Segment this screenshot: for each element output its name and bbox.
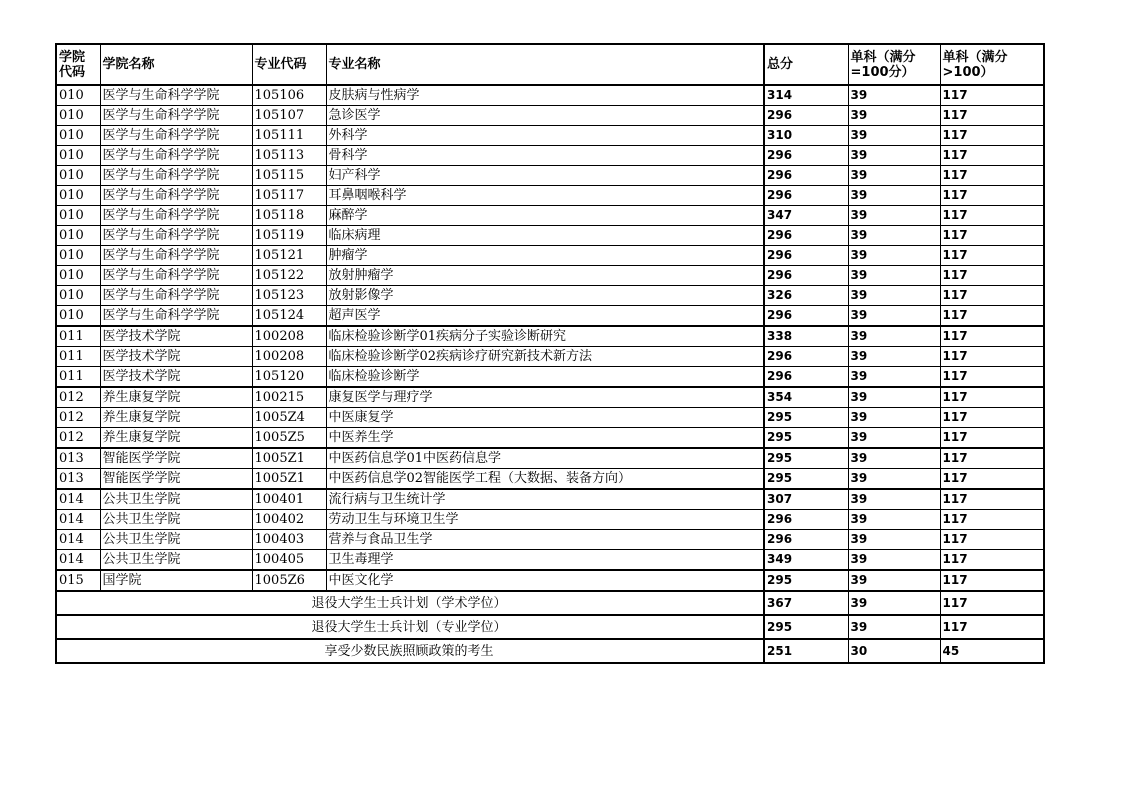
cell-college-code: 011 bbox=[56, 326, 100, 347]
cell-single-100: 39 bbox=[848, 510, 940, 530]
cell-single-100: 39 bbox=[848, 306, 940, 327]
cell-college-name: 公共卫生学院 bbox=[100, 530, 252, 550]
cell-college-name: 养生康复学院 bbox=[100, 428, 252, 449]
cell-total: 296 bbox=[764, 146, 848, 166]
cell-college-name: 医学与生命科学学院 bbox=[100, 85, 252, 106]
cell-college-code: 012 bbox=[56, 387, 100, 408]
cell-single-100: 39 bbox=[848, 286, 940, 306]
cell-single-over100: 117 bbox=[940, 570, 1044, 591]
cell-total: 295 bbox=[764, 570, 848, 591]
cell-total: 349 bbox=[764, 550, 848, 571]
cell-single-100: 39 bbox=[848, 408, 940, 428]
cell-single-100: 39 bbox=[848, 530, 940, 550]
table-row bbox=[56, 347, 1044, 367]
cell-single-100: 39 bbox=[848, 326, 940, 347]
cell-college-code: 010 bbox=[56, 246, 100, 266]
special-row-label: 退役大学生士兵计划（学术学位） bbox=[56, 591, 764, 615]
cell-major-code: 105117 bbox=[252, 186, 326, 206]
table-row bbox=[56, 266, 1044, 286]
cell-college-name: 医学与生命科学学院 bbox=[100, 246, 252, 266]
cell-total: 296 bbox=[764, 106, 848, 126]
cell-total: 338 bbox=[764, 326, 848, 347]
cell-major-code: 100403 bbox=[252, 530, 326, 550]
cell-major-name: 中医康复学 bbox=[326, 408, 764, 428]
cell-single-over100: 117 bbox=[940, 206, 1044, 226]
cell-college-code: 014 bbox=[56, 550, 100, 571]
cell-college-name: 医学与生命科学学院 bbox=[100, 146, 252, 166]
cell-total: 367 bbox=[764, 591, 848, 615]
cell-major-code: 105123 bbox=[252, 286, 326, 306]
cell-college-name: 公共卫生学院 bbox=[100, 510, 252, 530]
cell-single-100: 39 bbox=[848, 85, 940, 106]
cell-total: 296 bbox=[764, 530, 848, 550]
header-total: 总分 bbox=[764, 44, 848, 85]
cell-college-name: 医学与生命科学学院 bbox=[100, 266, 252, 286]
cell-college-name: 医学与生命科学学院 bbox=[100, 206, 252, 226]
cell-major-code: 1005Z1 bbox=[252, 448, 326, 469]
cell-major-name: 皮肤病与性病学 bbox=[326, 85, 764, 106]
cell-total: 310 bbox=[764, 126, 848, 146]
table-body bbox=[56, 85, 1044, 663]
cell-college-code: 010 bbox=[56, 286, 100, 306]
cell-single-100: 39 bbox=[848, 347, 940, 367]
cell-single-over100: 117 bbox=[940, 591, 1044, 615]
cell-major-code: 1005Z5 bbox=[252, 428, 326, 449]
cell-major-code: 100402 bbox=[252, 510, 326, 530]
cell-college-name: 智能医学学院 bbox=[100, 469, 252, 490]
cell-single-100: 39 bbox=[848, 591, 940, 615]
table-row bbox=[56, 186, 1044, 206]
header-college-name: 学院名称 bbox=[100, 44, 252, 85]
table-row bbox=[56, 489, 1044, 510]
cell-major-code: 100208 bbox=[252, 326, 326, 347]
cell-major-name: 中医文化学 bbox=[326, 570, 764, 591]
cell-total: 347 bbox=[764, 206, 848, 226]
table-row bbox=[56, 428, 1044, 449]
cell-single-over100: 117 bbox=[940, 367, 1044, 388]
cell-single-100: 39 bbox=[848, 428, 940, 449]
cell-single-over100: 117 bbox=[940, 306, 1044, 327]
cell-single-over100: 117 bbox=[940, 146, 1044, 166]
cell-college-name: 医学与生命科学学院 bbox=[100, 106, 252, 126]
table-row bbox=[56, 146, 1044, 166]
cell-college-code: 013 bbox=[56, 448, 100, 469]
cell-single-over100: 117 bbox=[940, 246, 1044, 266]
cell-major-code: 105119 bbox=[252, 226, 326, 246]
cell-major-code: 100401 bbox=[252, 489, 326, 510]
cell-major-name: 超声医学 bbox=[326, 306, 764, 327]
cell-major-code: 105111 bbox=[252, 126, 326, 146]
cell-major-code: 1005Z4 bbox=[252, 408, 326, 428]
cell-major-code: 100405 bbox=[252, 550, 326, 571]
cell-major-code: 105122 bbox=[252, 266, 326, 286]
cell-major-name: 临床病理 bbox=[326, 226, 764, 246]
cell-single-100: 39 bbox=[848, 146, 940, 166]
cell-single-over100: 117 bbox=[940, 126, 1044, 146]
cell-single-over100: 117 bbox=[940, 530, 1044, 550]
cell-major-name: 卫生毒理学 bbox=[326, 550, 764, 571]
special-row bbox=[56, 639, 1044, 663]
cell-major-code: 105113 bbox=[252, 146, 326, 166]
cell-major-name: 营养与食品卫生学 bbox=[326, 530, 764, 550]
cell-total: 251 bbox=[764, 639, 848, 663]
cell-college-code: 010 bbox=[56, 306, 100, 327]
cell-single-over100: 117 bbox=[940, 428, 1044, 449]
header-single-100: 单科（满分=100分） bbox=[848, 44, 940, 85]
header-single-over100: 单科（满分>100） bbox=[940, 44, 1044, 85]
cell-single-over100: 117 bbox=[940, 266, 1044, 286]
cell-single-100: 39 bbox=[848, 615, 940, 639]
cell-major-code: 105124 bbox=[252, 306, 326, 327]
cell-college-name: 医学与生命科学学院 bbox=[100, 126, 252, 146]
cell-total: 296 bbox=[764, 166, 848, 186]
cell-single-over100: 117 bbox=[940, 326, 1044, 347]
cell-college-code: 010 bbox=[56, 186, 100, 206]
cell-major-name: 放射肿瘤学 bbox=[326, 266, 764, 286]
cell-major-name: 康复医学与理疗学 bbox=[326, 387, 764, 408]
cell-major-code: 105107 bbox=[252, 106, 326, 126]
cell-single-100: 39 bbox=[848, 186, 940, 206]
cell-major-code: 105118 bbox=[252, 206, 326, 226]
table-row bbox=[56, 367, 1044, 388]
cell-total: 295 bbox=[764, 408, 848, 428]
cell-college-name: 医学技术学院 bbox=[100, 367, 252, 388]
special-row-label: 退役大学生士兵计划（专业学位） bbox=[56, 615, 764, 639]
cell-single-100: 39 bbox=[848, 570, 940, 591]
cell-major-name: 劳动卫生与环境卫生学 bbox=[326, 510, 764, 530]
cell-single-over100: 117 bbox=[940, 408, 1044, 428]
cell-major-code: 105115 bbox=[252, 166, 326, 186]
cell-total: 326 bbox=[764, 286, 848, 306]
table-row bbox=[56, 550, 1044, 571]
header-row bbox=[56, 44, 1044, 85]
cell-total: 295 bbox=[764, 448, 848, 469]
cell-major-name: 流行病与卫生统计学 bbox=[326, 489, 764, 510]
cell-college-name: 公共卫生学院 bbox=[100, 550, 252, 571]
cell-college-name: 国学院 bbox=[100, 570, 252, 591]
cell-total: 295 bbox=[764, 469, 848, 490]
cell-college-name: 养生康复学院 bbox=[100, 408, 252, 428]
table-row bbox=[56, 106, 1044, 126]
score-table bbox=[55, 43, 1045, 664]
cell-college-code: 015 bbox=[56, 570, 100, 591]
cell-single-100: 39 bbox=[848, 266, 940, 286]
cell-total: 296 bbox=[764, 510, 848, 530]
cell-total: 354 bbox=[764, 387, 848, 408]
header-college-code: 学院代码 bbox=[56, 44, 100, 85]
cell-college-code: 012 bbox=[56, 428, 100, 449]
cell-total: 296 bbox=[764, 347, 848, 367]
cell-major-name: 耳鼻咽喉科学 bbox=[326, 186, 764, 206]
cell-single-over100: 117 bbox=[940, 489, 1044, 510]
cell-single-100: 39 bbox=[848, 226, 940, 246]
cell-major-code: 105106 bbox=[252, 85, 326, 106]
cell-college-name: 医学与生命科学学院 bbox=[100, 166, 252, 186]
cell-single-over100: 117 bbox=[940, 186, 1044, 206]
cell-major-name: 麻醉学 bbox=[326, 206, 764, 226]
cell-college-name: 医学与生命科学学院 bbox=[100, 286, 252, 306]
table-row bbox=[56, 286, 1044, 306]
cell-college-code: 012 bbox=[56, 408, 100, 428]
cell-college-code: 010 bbox=[56, 85, 100, 106]
cell-single-over100: 117 bbox=[940, 615, 1044, 639]
cell-total: 296 bbox=[764, 266, 848, 286]
cell-single-over100: 45 bbox=[940, 639, 1044, 663]
cell-total: 295 bbox=[764, 428, 848, 449]
cell-total: 295 bbox=[764, 615, 848, 639]
cell-college-name: 医学与生命科学学院 bbox=[100, 186, 252, 206]
cell-single-100: 39 bbox=[848, 489, 940, 510]
cell-single-over100: 117 bbox=[940, 226, 1044, 246]
cell-total: 314 bbox=[764, 85, 848, 106]
header-major-code: 专业代码 bbox=[252, 44, 326, 85]
cell-major-code: 100215 bbox=[252, 387, 326, 408]
cell-major-name: 外科学 bbox=[326, 126, 764, 146]
cell-college-code: 010 bbox=[56, 106, 100, 126]
cell-college-code: 010 bbox=[56, 126, 100, 146]
cell-total: 307 bbox=[764, 489, 848, 510]
cell-single-100: 39 bbox=[848, 448, 940, 469]
cell-single-over100: 117 bbox=[940, 448, 1044, 469]
header-major-name: 专业名称 bbox=[326, 44, 764, 85]
table-row bbox=[56, 206, 1044, 226]
table-row bbox=[56, 126, 1044, 146]
cell-college-code: 010 bbox=[56, 226, 100, 246]
cell-college-code: 010 bbox=[56, 146, 100, 166]
cell-major-code: 1005Z6 bbox=[252, 570, 326, 591]
special-row-label: 享受少数民族照顾政策的考生 bbox=[56, 639, 764, 663]
cell-major-code: 1005Z1 bbox=[252, 469, 326, 490]
cell-major-code: 105120 bbox=[252, 367, 326, 388]
cell-total: 296 bbox=[764, 306, 848, 327]
cell-major-name: 放射影像学 bbox=[326, 286, 764, 306]
cell-single-100: 39 bbox=[848, 166, 940, 186]
cell-major-name: 妇产科学 bbox=[326, 166, 764, 186]
cell-major-name: 临床检验诊断学01疾病分子实验诊断研究 bbox=[326, 326, 764, 347]
table-row bbox=[56, 166, 1044, 186]
cell-major-name: 骨科学 bbox=[326, 146, 764, 166]
cell-major-name: 中医药信息学01中医药信息学 bbox=[326, 448, 764, 469]
cell-major-name: 急诊医学 bbox=[326, 106, 764, 126]
cell-major-name: 中医养生学 bbox=[326, 428, 764, 449]
cell-single-100: 39 bbox=[848, 206, 940, 226]
cell-major-name: 肿瘤学 bbox=[326, 246, 764, 266]
cell-college-code: 013 bbox=[56, 469, 100, 490]
cell-major-code: 105121 bbox=[252, 246, 326, 266]
table-row bbox=[56, 448, 1044, 469]
special-row bbox=[56, 591, 1044, 615]
table-row bbox=[56, 246, 1044, 266]
cell-total: 296 bbox=[764, 367, 848, 388]
cell-college-code: 014 bbox=[56, 489, 100, 510]
cell-college-code: 010 bbox=[56, 206, 100, 226]
cell-college-code: 010 bbox=[56, 166, 100, 186]
cell-total: 296 bbox=[764, 226, 848, 246]
cell-major-name: 中医药信息学02智能医学工程（大数据、装备方向） bbox=[326, 469, 764, 490]
cell-college-name: 智能医学学院 bbox=[100, 448, 252, 469]
cell-college-name: 医学技术学院 bbox=[100, 347, 252, 367]
cell-single-100: 39 bbox=[848, 469, 940, 490]
cell-single-100: 39 bbox=[848, 387, 940, 408]
cell-college-code: 011 bbox=[56, 367, 100, 388]
cell-single-over100: 117 bbox=[940, 106, 1044, 126]
cell-college-code: 014 bbox=[56, 530, 100, 550]
special-row bbox=[56, 615, 1044, 639]
cell-single-100: 39 bbox=[848, 550, 940, 571]
table-row bbox=[56, 510, 1044, 530]
cell-major-name: 临床检验诊断学02疾病诊疗研究新技术新方法 bbox=[326, 347, 764, 367]
cell-college-name: 养生康复学院 bbox=[100, 387, 252, 408]
cell-single-over100: 117 bbox=[940, 550, 1044, 571]
cell-major-name: 临床检验诊断学 bbox=[326, 367, 764, 388]
table-row bbox=[56, 326, 1044, 347]
cell-college-name: 医学与生命科学学院 bbox=[100, 226, 252, 246]
cell-single-100: 39 bbox=[848, 126, 940, 146]
cell-single-over100: 117 bbox=[940, 469, 1044, 490]
table-row bbox=[56, 408, 1044, 428]
cell-single-over100: 117 bbox=[940, 347, 1044, 367]
cell-total: 296 bbox=[764, 186, 848, 206]
cell-single-100: 30 bbox=[848, 639, 940, 663]
cell-college-name: 医学技术学院 bbox=[100, 326, 252, 347]
table-row bbox=[56, 570, 1044, 591]
cell-college-name: 医学与生命科学学院 bbox=[100, 306, 252, 327]
cell-single-over100: 117 bbox=[940, 166, 1044, 186]
cell-college-name: 公共卫生学院 bbox=[100, 489, 252, 510]
table-row bbox=[56, 387, 1044, 408]
cell-single-over100: 117 bbox=[940, 387, 1044, 408]
table-row bbox=[56, 85, 1044, 106]
table-row bbox=[56, 469, 1044, 490]
cell-single-over100: 117 bbox=[940, 85, 1044, 106]
cell-single-over100: 117 bbox=[940, 510, 1044, 530]
cell-college-code: 011 bbox=[56, 347, 100, 367]
cell-major-code: 100208 bbox=[252, 347, 326, 367]
cell-single-over100: 117 bbox=[940, 286, 1044, 306]
cell-college-code: 014 bbox=[56, 510, 100, 530]
table-row bbox=[56, 530, 1044, 550]
table-row bbox=[56, 226, 1044, 246]
cell-total: 296 bbox=[764, 246, 848, 266]
cell-single-100: 39 bbox=[848, 367, 940, 388]
cell-single-100: 39 bbox=[848, 106, 940, 126]
table-row bbox=[56, 306, 1044, 327]
cell-single-100: 39 bbox=[848, 246, 940, 266]
cell-college-code: 010 bbox=[56, 266, 100, 286]
